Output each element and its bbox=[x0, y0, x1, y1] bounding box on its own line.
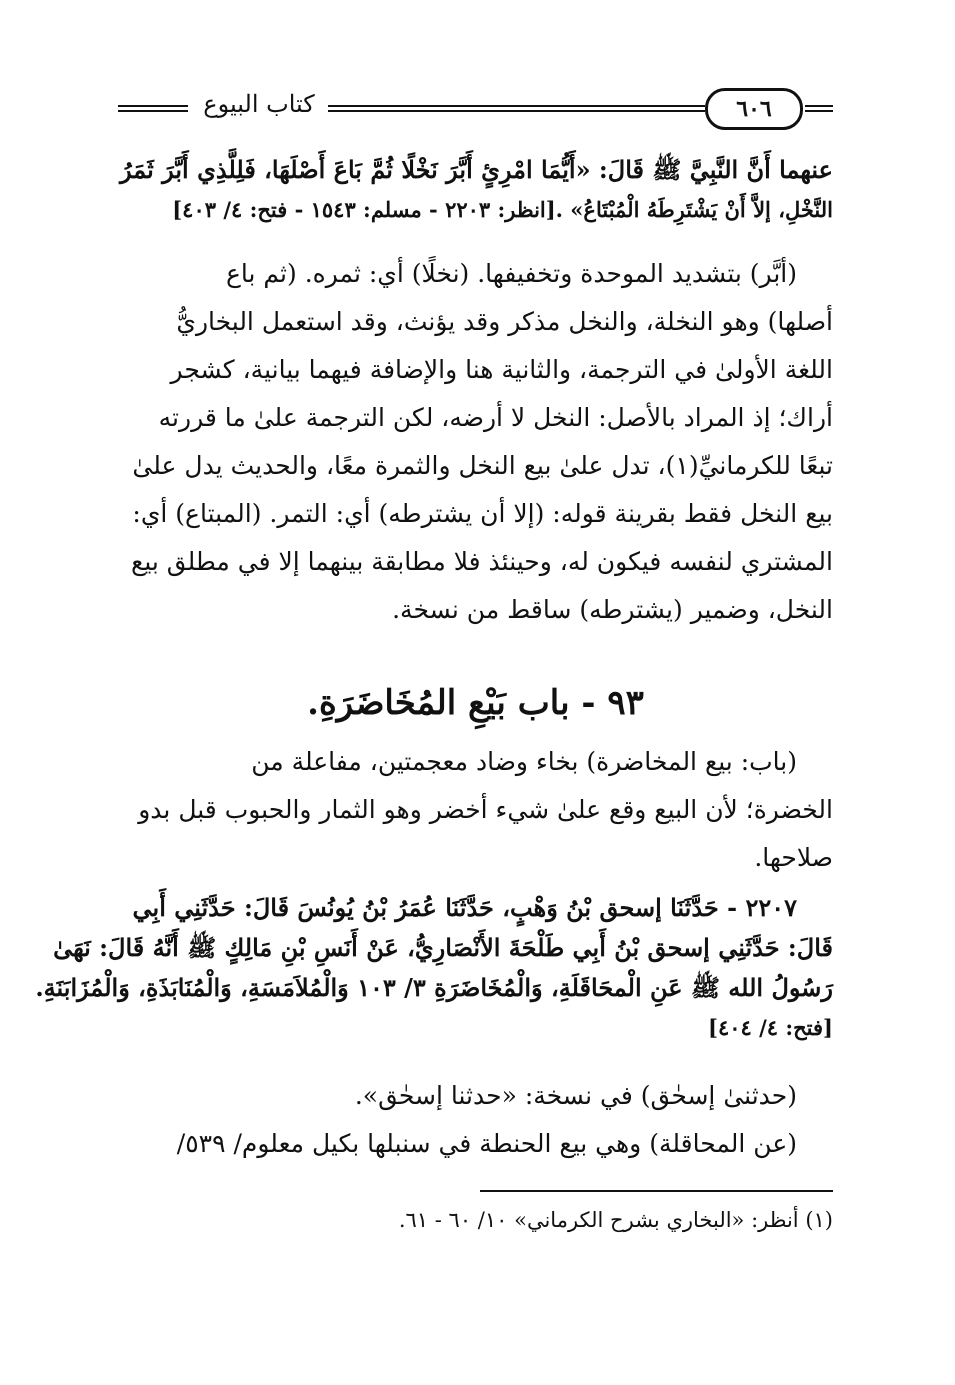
text-line: صلاحها. bbox=[754, 843, 833, 872]
text-line: المشتري لنفسه فيكون له، وحينئذ فلا مطابقة بينهما إلا في مطلق بيع bbox=[131, 547, 833, 576]
text-line: [فتح: ٤/ ٤٠٤] bbox=[708, 1015, 833, 1040]
chapter-heading-block bbox=[118, 672, 833, 734]
hadith-text-2 bbox=[35, 888, 833, 1048]
header-rule-right bbox=[805, 105, 833, 112]
text-line: (عن المحاقلة) وهي بيع الحنطة في سنبلها بكيل معلوم/ ٥٣٩/ bbox=[176, 1129, 797, 1158]
text-line: رَسُولُ الله ﷺ عَنِ الْمحَاقَلَةِ، وَالْمُخَاضَرَةِ ٣/ ١٠٣ وَالْمُلاَمَسَةِ، وَالْمُنَابَذَةِ، وَالْمُزَابَنَةِ. bbox=[35, 973, 833, 1002]
text-line: بيع النخل فقط بقرينة قوله: (إلا أن يشترطه) أي: التمر. (المبتاع) أي: bbox=[132, 499, 833, 528]
text-line: تبعًا للكرمانيِّ(١)، تدل علىٰ بيع النخل والثمرة معًا، والحديث يدل علىٰ bbox=[132, 451, 833, 480]
text-line: عنهما أَنَّ النَّبِيَّ ﷺ قَالَ: «أَيُّمَا امْرِئٍ أَبَّرَ نَخْلًا ثُمَّ بَاعَ أَصْلَهَا، فَلِلَّذِي أَبَّرَ ثَمَرُ bbox=[119, 155, 833, 184]
header-rule-left bbox=[118, 105, 188, 112]
chapter-heading: ٩٣ - باب بَيْعِ المُخَاضَرَةِ. bbox=[307, 683, 644, 723]
page-header bbox=[118, 86, 833, 132]
footnote: (١) أنظر: «البخاري بشرح الكرماني» ١٠/ ٦٠ - ٦١. bbox=[398, 1208, 833, 1232]
header-rule-middle bbox=[328, 105, 705, 112]
text-line: اللغة الأولىٰ في الترجمة، والثانية هنا والإضافة فيهما بيانية، كشجر bbox=[170, 355, 833, 384]
text-line: (باب: بيع المخاضرة) بخاء وضاد معجمتين، مفاعلة من bbox=[251, 747, 797, 776]
page-number: ٦٠٦ bbox=[705, 88, 803, 130]
hadith-text-1 bbox=[118, 150, 833, 230]
text-line: أصلها) وهو النخلة، والنخل مذكر وقد يؤنث، وقد استعمل البخاريُّ bbox=[176, 307, 833, 336]
text-line: (أبَّر) بتشديد الموحدة وتخفيفها. (نخلًا) أي: ثمره. (ثم باع bbox=[225, 259, 797, 288]
footnote-separator bbox=[480, 1190, 833, 1192]
text-line: الخضرة؛ لأن البيع وقع علىٰ شيء أخضر وهو الثمار والحبوب قبل بدو bbox=[138, 795, 833, 824]
text-line: أراك؛ إذ المراد بالأصل: النخل لا أرضه، لكن الترجمة علىٰ ما قررته bbox=[158, 403, 833, 432]
text-line: قَالَ: حَدَّثَنِي إسحق بْنُ أَبِي طَلْحَةَ الأَنْصَارِيُّ، عَنْ أَنَسِ بْنِ مَالِكٍ ﷺ أَنَّهُ قَالَ: نَهَىٰ bbox=[53, 933, 833, 962]
text-line: النخل، وضمير (يشترطه) ساقط من نسخة. bbox=[392, 595, 833, 624]
text-line: النَّخْلِ، إلاَّ أَنْ يَشْتَرِطَهُ الْمُبْتَاعُ» .[انظر: ٢٢٠٣ - مسلم: ١٥٤٣ - فتح: ٤/ ٤٠٣] bbox=[172, 197, 833, 222]
text-line: ٢٢٠٧ - حَدَّثَنَا إسحق بْنُ وَهْبٍ، حَدَّثَنَا عُمَرُ بْنُ يُونُسَ قَالَ: حَدَّثَنِي أَبِي bbox=[132, 893, 797, 922]
commentary-3 bbox=[118, 1072, 833, 1168]
commentary-1 bbox=[118, 250, 833, 634]
running-title: كتاب البيوع bbox=[203, 90, 315, 118]
commentary-2 bbox=[118, 738, 833, 882]
text-line: (حدثنىٰ إسحٰق) في نسخة: «حدثنا إسحٰق». bbox=[354, 1081, 797, 1110]
